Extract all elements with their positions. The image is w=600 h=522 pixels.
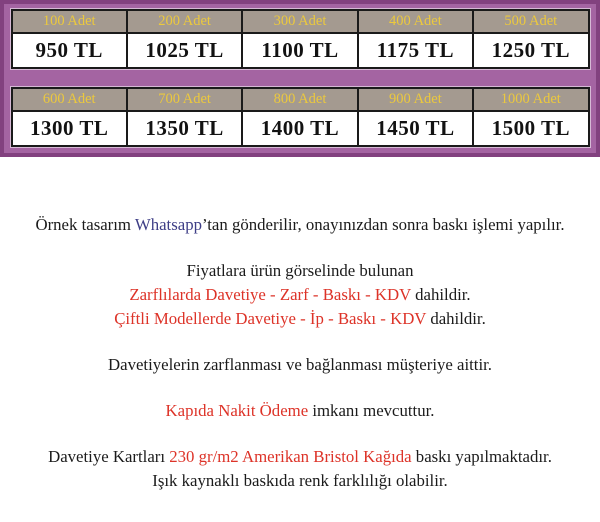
note-text-red: Kapıda Nakit Ödeme [165, 401, 309, 420]
qty-header: 1000 Adet [474, 89, 587, 110]
qty-header: 800 Adet [243, 89, 356, 110]
price-value: 1100 TL [243, 34, 356, 67]
note-text-red: 230 gr/m2 Amerikan Bristol Kağıda [169, 447, 412, 466]
note-enveloping [0, 353, 600, 377]
price-value: 1175 TL [359, 34, 472, 67]
qty-header: 600 Adet [13, 89, 126, 110]
product-notes [0, 157, 600, 493]
note-text: dahildir. [410, 285, 471, 304]
qty-header: 500 Adet [474, 11, 587, 32]
note-text: baskı yapılmaktadır. [411, 447, 552, 466]
note-text: Işık kaynaklı baskıda renk farklılığı olabilir. [152, 471, 448, 490]
note-text: Fiyatlara ürün görselinde bulunan [186, 261, 414, 280]
whatsapp-link[interactable]: Whatsapp [134, 215, 202, 234]
qty-header: 900 Adet [359, 89, 472, 110]
qty-header: 100 Adet [13, 11, 126, 32]
note-text-red: Zarflılarda Davetiye - Zarf - Baskı - KDV [129, 285, 411, 304]
note-text: imkanı mevcuttur. [308, 401, 435, 420]
note-text: ’tan gönderilir, onayınızdan sonra baskı işlemi yapılır. [201, 215, 565, 234]
price-value: 1025 TL [128, 34, 241, 67]
note-sample-design [0, 213, 600, 237]
note-paper-quality [0, 445, 600, 493]
price-value: 1300 TL [13, 112, 126, 145]
note-text: Davetiyelerin zarflanması ve bağlanması müşteriye aittir. [108, 355, 492, 374]
note-text: dahildir. [426, 309, 486, 328]
qty-header: 700 Adet [128, 89, 241, 110]
note-cash-on-delivery [0, 399, 600, 423]
price-value: 1450 TL [359, 112, 472, 145]
note-text-red: Çiftli Modellerde Davetiye - İp - Baskı - KDV [114, 309, 427, 328]
price-value: 1250 TL [474, 34, 587, 67]
qty-header: 300 Adet [243, 11, 356, 32]
pricing-panel [0, 0, 600, 157]
price-value: 1350 TL [128, 112, 241, 145]
qty-header: 200 Adet [128, 11, 241, 32]
note-price-includes [0, 259, 600, 331]
price-table-1 [11, 9, 590, 69]
price-table-2 [11, 87, 590, 147]
price-value: 950 TL [13, 34, 126, 67]
qty-header: 400 Adet [359, 11, 472, 32]
note-text: Davetiye Kartları [48, 447, 170, 466]
price-value: 1500 TL [474, 112, 587, 145]
note-text: Örnek tasarım [35, 215, 135, 234]
price-value: 1400 TL [243, 112, 356, 145]
